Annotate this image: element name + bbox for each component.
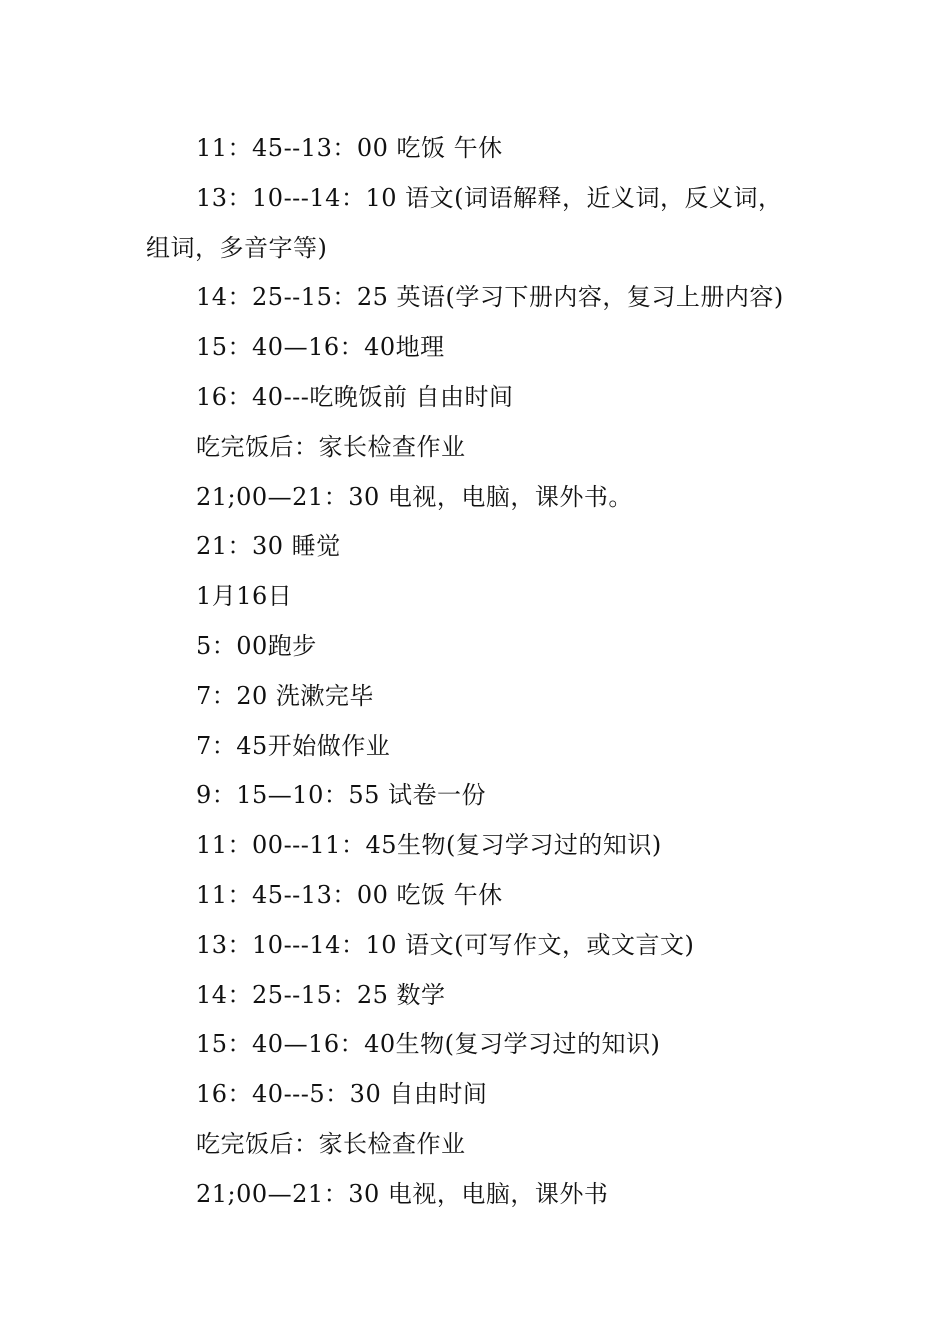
schedule-line: 11：00---11：45生物(复习学习过的知识)	[196, 831, 662, 860]
schedule-line: 9：15—10：55 试卷一份	[196, 781, 487, 810]
schedule-line: 21;00—21：30 电视，电脑，课外书	[196, 1179, 609, 1208]
schedule-line: 11：45--13：00 吃饭 午休	[196, 134, 503, 162]
schedule-line: 14：25--15：25 英语(学习下册内容，复习上册内容)	[196, 283, 784, 312]
schedule-line: 21;00—21：30 电视，电脑，课外书。	[196, 482, 633, 511]
schedule-line: 7：20 洗漱完毕	[196, 681, 374, 710]
schedule-line: 15：40—16：40地理	[196, 333, 445, 362]
document-body	[146, 124, 806, 1220]
schedule-line: 5：00跑步	[196, 631, 317, 660]
schedule-line: 13：10---14：10 语文(可写作文，或文言文)	[196, 930, 695, 959]
schedule-line: 吃完饭后：家长检查作业	[196, 1129, 466, 1158]
schedule-line: 14：25--15：25 数学	[196, 980, 446, 1009]
schedule-line-continuation: 组词，多音字等)	[146, 233, 328, 262]
schedule-line: 15：40—16：40生物(复习学习过的知识)	[196, 1030, 661, 1059]
schedule-line: 7：45开始做作业	[196, 731, 391, 760]
schedule-line: 吃完饭后：家长检查作业	[196, 432, 466, 461]
schedule-line: 11：45--13：00 吃饭 午休	[196, 880, 503, 909]
schedule-line: 16：40---5：30 自由时间	[196, 1080, 488, 1109]
date-heading: 1月16日	[196, 582, 293, 611]
schedule-line: 16：40---吃晚饭前 自由时间	[196, 382, 514, 411]
schedule-line: 21：30 睡觉	[196, 532, 341, 561]
schedule-line: 13：10---14：10 语文(词语解释，近义词，反义词，	[196, 183, 783, 212]
